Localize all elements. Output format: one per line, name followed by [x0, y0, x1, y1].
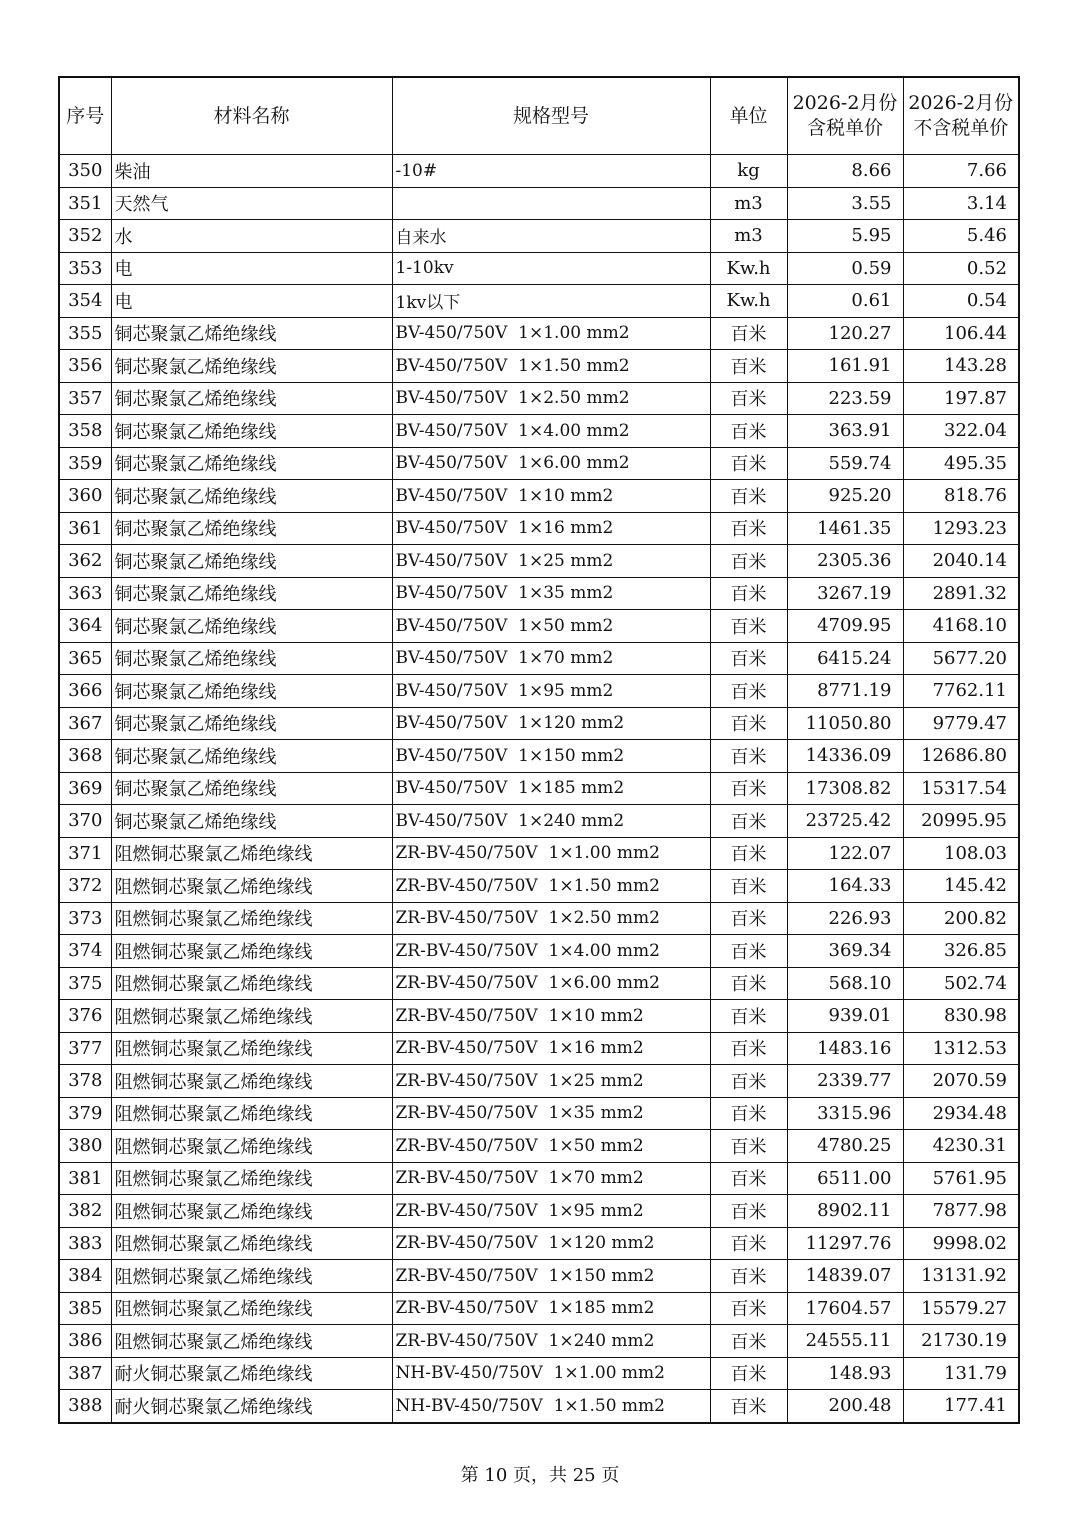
- cell-no: 356: [59, 350, 111, 383]
- table-row: [59, 1292, 1019, 1325]
- cell-spec: ZR-BV-450/750V 1×35 mm2: [392, 1097, 710, 1130]
- cell-material-name: 阻燃铜芯聚氯乙烯绝缘线: [111, 1032, 392, 1065]
- cell-unit: 百米: [710, 740, 787, 773]
- header-price-notax: [903, 77, 1019, 155]
- cell-spec: 自来水: [392, 220, 710, 253]
- cell-unit: 百米: [710, 1130, 787, 1163]
- table-row: [59, 480, 1019, 513]
- cell-no: 352: [59, 220, 111, 253]
- cell-unit: 百米: [710, 1325, 787, 1358]
- cell-price-tax: 925.20: [787, 480, 903, 513]
- cell-material-name: 铜芯聚氯乙烯绝缘线: [111, 512, 392, 545]
- cell-unit: 百米: [710, 512, 787, 545]
- cell-price-notax: 20995.95: [903, 805, 1019, 838]
- table-row: [59, 512, 1019, 545]
- cell-price-tax: 161.91: [787, 350, 903, 383]
- cell-price-tax: 1483.16: [787, 1032, 903, 1065]
- cell-unit: 百米: [710, 1195, 787, 1228]
- cell-unit: 百米: [710, 1097, 787, 1130]
- table-row: [59, 1325, 1019, 1358]
- cell-no: 375: [59, 967, 111, 1000]
- cell-price-notax: 108.03: [903, 837, 1019, 870]
- cell-spec: ZR-BV-450/750V 1×185 mm2: [392, 1292, 710, 1325]
- cell-unit: 百米: [710, 772, 787, 805]
- cell-material-name: 水: [111, 220, 392, 253]
- cell-no: 364: [59, 610, 111, 643]
- cell-material-name: 阻燃铜芯聚氯乙烯绝缘线: [111, 902, 392, 935]
- cell-no: 358: [59, 415, 111, 448]
- cell-no: 354: [59, 285, 111, 318]
- cell-no: 377: [59, 1032, 111, 1065]
- cell-spec: 1kv以下: [392, 285, 710, 318]
- cell-price-tax: 11050.80: [787, 707, 903, 740]
- cell-price-notax: 1312.53: [903, 1032, 1019, 1065]
- cell-material-name: 阻燃铜芯聚氯乙烯绝缘线: [111, 1325, 392, 1358]
- table-row: [59, 285, 1019, 318]
- cell-price-notax: 15317.54: [903, 772, 1019, 805]
- cell-price-tax: 148.93: [787, 1357, 903, 1390]
- cell-no: 374: [59, 935, 111, 968]
- cell-no: 363: [59, 577, 111, 610]
- cell-price-tax: 568.10: [787, 967, 903, 1000]
- cell-price-notax: 12686.80: [903, 740, 1019, 773]
- cell-spec: NH-BV-450/750V 1×1.50 mm2: [392, 1390, 710, 1423]
- table-row: [59, 447, 1019, 480]
- cell-no: 357: [59, 382, 111, 415]
- cell-material-name: 铜芯聚氯乙烯绝缘线: [111, 480, 392, 513]
- cell-no: 351: [59, 187, 111, 220]
- cell-spec: ZR-BV-450/750V 1×2.50 mm2: [392, 902, 710, 935]
- cell-price-notax: 15579.27: [903, 1292, 1019, 1325]
- table-row: [59, 610, 1019, 643]
- cell-spec: ZR-BV-450/750V 1×70 mm2: [392, 1162, 710, 1195]
- cell-unit: 百米: [710, 415, 787, 448]
- cell-material-name: 铜芯聚氯乙烯绝缘线: [111, 317, 392, 350]
- cell-price-notax: 2891.32: [903, 577, 1019, 610]
- cell-price-tax: 8902.11: [787, 1195, 903, 1228]
- cell-price-tax: 200.48: [787, 1390, 903, 1423]
- cell-unit: m3: [710, 187, 787, 220]
- cell-price-tax: 5.95: [787, 220, 903, 253]
- cell-spec: BV-450/750V 1×185 mm2: [392, 772, 710, 805]
- cell-unit: 百米: [710, 545, 787, 578]
- cell-unit: 百米: [710, 1260, 787, 1293]
- cell-price-notax: 145.42: [903, 870, 1019, 903]
- cell-spec: BV-450/750V 1×150 mm2: [392, 740, 710, 773]
- header-price-tax-label: 含税单价: [806, 117, 883, 139]
- cell-material-name: 铜芯聚氯乙烯绝缘线: [111, 350, 392, 383]
- cell-spec: ZR-BV-450/750V 1×25 mm2: [392, 1065, 710, 1098]
- cell-material-name: 阻燃铜芯聚氯乙烯绝缘线: [111, 1227, 392, 1260]
- table-row: [59, 415, 1019, 448]
- header-spec: 规格型号: [392, 77, 710, 155]
- table-row: [59, 350, 1019, 383]
- cell-unit: 百米: [710, 1227, 787, 1260]
- table-row: [59, 1097, 1019, 1130]
- cell-material-name: 铜芯聚氯乙烯绝缘线: [111, 447, 392, 480]
- cell-spec: ZR-BV-450/750V 1×50 mm2: [392, 1130, 710, 1163]
- cell-material-name: 天然气: [111, 187, 392, 220]
- cell-price-notax: 2934.48: [903, 1097, 1019, 1130]
- table-row: [59, 837, 1019, 870]
- cell-no: 376: [59, 1000, 111, 1033]
- cell-price-notax: 5761.95: [903, 1162, 1019, 1195]
- table-row: [59, 870, 1019, 903]
- cell-price-tax: 6511.00: [787, 1162, 903, 1195]
- cell-price-tax: 23725.42: [787, 805, 903, 838]
- cell-unit: 百米: [710, 935, 787, 968]
- cell-price-tax: 8771.19: [787, 675, 903, 708]
- header-price-notax-period: 2026-2月份: [908, 92, 1014, 114]
- price-table: [58, 76, 1020, 1424]
- table-row: [59, 967, 1019, 1000]
- cell-unit: 百米: [710, 675, 787, 708]
- cell-price-tax: 3315.96: [787, 1097, 903, 1130]
- cell-price-notax: 326.85: [903, 935, 1019, 968]
- cell-price-notax: 7877.98: [903, 1195, 1019, 1228]
- table-row: [59, 707, 1019, 740]
- cell-price-tax: 8.66: [787, 155, 903, 188]
- cell-material-name: 电: [111, 285, 392, 318]
- cell-price-tax: 0.61: [787, 285, 903, 318]
- cell-no: 362: [59, 545, 111, 578]
- cell-spec: ZR-BV-450/750V 1×150 mm2: [392, 1260, 710, 1293]
- cell-price-tax: 223.59: [787, 382, 903, 415]
- cell-price-notax: 13131.92: [903, 1260, 1019, 1293]
- header-no: 序号: [59, 77, 111, 155]
- cell-unit: 百米: [710, 577, 787, 610]
- cell-material-name: 铜芯聚氯乙烯绝缘线: [111, 675, 392, 708]
- cell-no: 380: [59, 1130, 111, 1163]
- cell-price-tax: 17604.57: [787, 1292, 903, 1325]
- cell-material-name: 阻燃铜芯聚氯乙烯绝缘线: [111, 1000, 392, 1033]
- cell-price-notax: 502.74: [903, 967, 1019, 1000]
- cell-spec: ZR-BV-450/750V 1×16 mm2: [392, 1032, 710, 1065]
- header-price-tax-period: 2026-2月份: [792, 92, 898, 114]
- cell-unit: 百米: [710, 382, 787, 415]
- cell-spec: BV-450/750V 1×70 mm2: [392, 642, 710, 675]
- cell-no: 360: [59, 480, 111, 513]
- cell-material-name: 铜芯聚氯乙烯绝缘线: [111, 577, 392, 610]
- cell-no: 378: [59, 1065, 111, 1098]
- table-row: [59, 1390, 1019, 1423]
- table-row: [59, 1032, 1019, 1065]
- cell-no: 373: [59, 902, 111, 935]
- cell-price-notax: 7762.11: [903, 675, 1019, 708]
- table-row: [59, 1130, 1019, 1163]
- cell-price-notax: 177.41: [903, 1390, 1019, 1423]
- cell-price-notax: 0.52: [903, 252, 1019, 285]
- cell-material-name: 耐火铜芯聚氯乙烯绝缘线: [111, 1357, 392, 1390]
- cell-material-name: 铜芯聚氯乙烯绝缘线: [111, 415, 392, 448]
- cell-spec: ZR-BV-450/750V 1×240 mm2: [392, 1325, 710, 1358]
- cell-material-name: 阻燃铜芯聚氯乙烯绝缘线: [111, 967, 392, 1000]
- table-body: [59, 155, 1019, 1423]
- cell-unit: 百米: [710, 707, 787, 740]
- cell-price-tax: 226.93: [787, 902, 903, 935]
- cell-price-tax: 122.07: [787, 837, 903, 870]
- cell-material-name: 阻燃铜芯聚氯乙烯绝缘线: [111, 1065, 392, 1098]
- cell-price-notax: 9779.47: [903, 707, 1019, 740]
- cell-spec: BV-450/750V 1×50 mm2: [392, 610, 710, 643]
- cell-price-tax: 2339.77: [787, 1065, 903, 1098]
- cell-price-notax: 106.44: [903, 317, 1019, 350]
- cell-material-name: 阻燃铜芯聚氯乙烯绝缘线: [111, 1162, 392, 1195]
- cell-price-tax: 559.74: [787, 447, 903, 480]
- cell-unit: 百米: [710, 870, 787, 903]
- table-row: [59, 1195, 1019, 1228]
- cell-spec: NH-BV-450/750V 1×1.00 mm2: [392, 1357, 710, 1390]
- cell-unit: kg: [710, 155, 787, 188]
- cell-unit: 百米: [710, 967, 787, 1000]
- cell-spec: BV-450/750V 1×4.00 mm2: [392, 415, 710, 448]
- cell-price-tax: 2305.36: [787, 545, 903, 578]
- cell-no: 387: [59, 1357, 111, 1390]
- cell-price-notax: 2070.59: [903, 1065, 1019, 1098]
- cell-spec: BV-450/750V 1×6.00 mm2: [392, 447, 710, 480]
- cell-spec: ZR-BV-450/750V 1×1.50 mm2: [392, 870, 710, 903]
- cell-no: 367: [59, 707, 111, 740]
- cell-unit: Kw.h: [710, 252, 787, 285]
- table-row: [59, 382, 1019, 415]
- cell-price-notax: 21730.19: [903, 1325, 1019, 1358]
- cell-no: 388: [59, 1390, 111, 1423]
- cell-price-notax: 143.28: [903, 350, 1019, 383]
- cell-no: 355: [59, 317, 111, 350]
- header-price-tax: [787, 77, 903, 155]
- cell-unit: 百米: [710, 1162, 787, 1195]
- cell-material-name: 铜芯聚氯乙烯绝缘线: [111, 707, 392, 740]
- cell-spec: ZR-BV-450/750V 1×6.00 mm2: [392, 967, 710, 1000]
- cell-no: 365: [59, 642, 111, 675]
- cell-material-name: 铜芯聚氯乙烯绝缘线: [111, 382, 392, 415]
- cell-price-notax: 5.46: [903, 220, 1019, 253]
- cell-price-tax: 14839.07: [787, 1260, 903, 1293]
- cell-price-notax: 7.66: [903, 155, 1019, 188]
- cell-price-tax: 369.34: [787, 935, 903, 968]
- cell-unit: 百米: [710, 902, 787, 935]
- cell-spec: 1-10kv: [392, 252, 710, 285]
- cell-material-name: 阻燃铜芯聚氯乙烯绝缘线: [111, 1097, 392, 1130]
- cell-spec: ZR-BV-450/750V 1×1.00 mm2: [392, 837, 710, 870]
- cell-price-tax: 939.01: [787, 1000, 903, 1033]
- header-unit: 单位: [710, 77, 787, 155]
- cell-unit: 百米: [710, 1357, 787, 1390]
- table-row: [59, 577, 1019, 610]
- cell-price-notax: 1293.23: [903, 512, 1019, 545]
- cell-price-tax: 14336.09: [787, 740, 903, 773]
- table-row: [59, 187, 1019, 220]
- cell-price-tax: 4709.95: [787, 610, 903, 643]
- cell-unit: 百米: [710, 1032, 787, 1065]
- table-row: [59, 642, 1019, 675]
- cell-price-notax: 2040.14: [903, 545, 1019, 578]
- cell-no: 368: [59, 740, 111, 773]
- cell-price-notax: 9998.02: [903, 1227, 1019, 1260]
- cell-price-notax: 830.98: [903, 1000, 1019, 1033]
- cell-price-tax: 0.59: [787, 252, 903, 285]
- cell-spec: -10#: [392, 155, 710, 188]
- cell-spec: ZR-BV-450/750V 1×95 mm2: [392, 1195, 710, 1228]
- cell-no: 370: [59, 805, 111, 838]
- table-row: [59, 317, 1019, 350]
- cell-price-notax: 322.04: [903, 415, 1019, 448]
- cell-spec: ZR-BV-450/750V 1×4.00 mm2: [392, 935, 710, 968]
- cell-no: 359: [59, 447, 111, 480]
- cell-material-name: 阻燃铜芯聚氯乙烯绝缘线: [111, 837, 392, 870]
- cell-no: 353: [59, 252, 111, 285]
- cell-unit: 百米: [710, 480, 787, 513]
- cell-material-name: 铜芯聚氯乙烯绝缘线: [111, 805, 392, 838]
- cell-material-name: 铜芯聚氯乙烯绝缘线: [111, 740, 392, 773]
- table-row: [59, 1065, 1019, 1098]
- cell-price-tax: 6415.24: [787, 642, 903, 675]
- header-name: 材料名称: [111, 77, 392, 155]
- page-number: 第 10 页，共 25 页: [460, 1465, 620, 1486]
- cell-unit: 百米: [710, 1292, 787, 1325]
- cell-spec: BV-450/750V 1×2.50 mm2: [392, 382, 710, 415]
- cell-price-notax: 5677.20: [903, 642, 1019, 675]
- cell-unit: 百米: [710, 610, 787, 643]
- cell-price-notax: 131.79: [903, 1357, 1019, 1390]
- header-row: [59, 77, 1019, 155]
- cell-price-tax: 363.91: [787, 415, 903, 448]
- cell-unit: 百米: [710, 837, 787, 870]
- cell-price-notax: 200.82: [903, 902, 1019, 935]
- cell-no: 371: [59, 837, 111, 870]
- cell-unit: 百米: [710, 642, 787, 675]
- cell-price-tax: 24555.11: [787, 1325, 903, 1358]
- cell-price-notax: 3.14: [903, 187, 1019, 220]
- cell-price-tax: 17308.82: [787, 772, 903, 805]
- cell-unit: 百米: [710, 447, 787, 480]
- cell-material-name: 阻燃铜芯聚氯乙烯绝缘线: [111, 935, 392, 968]
- cell-no: 366: [59, 675, 111, 708]
- table-row: [59, 772, 1019, 805]
- cell-unit: 百米: [710, 805, 787, 838]
- cell-unit: 百米: [710, 317, 787, 350]
- cell-spec: ZR-BV-450/750V 1×10 mm2: [392, 1000, 710, 1033]
- cell-no: 379: [59, 1097, 111, 1130]
- cell-spec: ZR-BV-450/750V 1×120 mm2: [392, 1227, 710, 1260]
- cell-unit: m3: [710, 220, 787, 253]
- cell-no: 385: [59, 1292, 111, 1325]
- cell-no: 383: [59, 1227, 111, 1260]
- cell-price-notax: 197.87: [903, 382, 1019, 415]
- cell-unit: 百米: [710, 1065, 787, 1098]
- table-row: [59, 1000, 1019, 1033]
- header-price-notax-label: 不含税单价: [913, 117, 1009, 139]
- cell-material-name: 阻燃铜芯聚氯乙烯绝缘线: [111, 1130, 392, 1163]
- table-row: [59, 1260, 1019, 1293]
- cell-spec: BV-450/750V 1×1.50 mm2: [392, 350, 710, 383]
- cell-material-name: 电: [111, 252, 392, 285]
- cell-spec: BV-450/750V 1×1.00 mm2: [392, 317, 710, 350]
- table-row: [59, 1357, 1019, 1390]
- table-row: [59, 805, 1019, 838]
- cell-material-name: 铜芯聚氯乙烯绝缘线: [111, 642, 392, 675]
- cell-price-notax: 818.76: [903, 480, 1019, 513]
- cell-price-tax: 3.55: [787, 187, 903, 220]
- cell-price-tax: 11297.76: [787, 1227, 903, 1260]
- cell-no: 361: [59, 512, 111, 545]
- cell-price-tax: 1461.35: [787, 512, 903, 545]
- cell-spec: BV-450/750V 1×25 mm2: [392, 545, 710, 578]
- cell-price-tax: 3267.19: [787, 577, 903, 610]
- cell-price-tax: 120.27: [787, 317, 903, 350]
- cell-spec: [392, 187, 710, 220]
- cell-spec: BV-450/750V 1×95 mm2: [392, 675, 710, 708]
- table-row: [59, 545, 1019, 578]
- cell-material-name: 柴油: [111, 155, 392, 188]
- table-row: [59, 740, 1019, 773]
- cell-material-name: 阻燃铜芯聚氯乙烯绝缘线: [111, 1195, 392, 1228]
- table-row: [59, 1162, 1019, 1195]
- table-row: [59, 252, 1019, 285]
- cell-price-notax: 495.35: [903, 447, 1019, 480]
- cell-spec: BV-450/750V 1×35 mm2: [392, 577, 710, 610]
- cell-material-name: 阻燃铜芯聚氯乙烯绝缘线: [111, 870, 392, 903]
- cell-material-name: 耐火铜芯聚氯乙烯绝缘线: [111, 1390, 392, 1423]
- cell-no: 381: [59, 1162, 111, 1195]
- cell-unit: 百米: [710, 350, 787, 383]
- cell-unit: 百米: [710, 1000, 787, 1033]
- cell-price-tax: 164.33: [787, 870, 903, 903]
- cell-price-notax: 0.54: [903, 285, 1019, 318]
- cell-no: 372: [59, 870, 111, 903]
- cell-price-notax: 4230.31: [903, 1130, 1019, 1163]
- cell-material-name: 阻燃铜芯聚氯乙烯绝缘线: [111, 1292, 392, 1325]
- table-row: [59, 155, 1019, 188]
- cell-spec: BV-450/750V 1×16 mm2: [392, 512, 710, 545]
- cell-no: 386: [59, 1325, 111, 1358]
- cell-material-name: 铜芯聚氯乙烯绝缘线: [111, 610, 392, 643]
- cell-unit: Kw.h: [710, 285, 787, 318]
- cell-material-name: 阻燃铜芯聚氯乙烯绝缘线: [111, 1260, 392, 1293]
- cell-material-name: 铜芯聚氯乙烯绝缘线: [111, 772, 392, 805]
- cell-unit: 百米: [710, 1390, 787, 1423]
- table-row: [59, 1227, 1019, 1260]
- table-row: [59, 902, 1019, 935]
- table-row: [59, 675, 1019, 708]
- cell-price-notax: 4168.10: [903, 610, 1019, 643]
- cell-price-tax: 4780.25: [787, 1130, 903, 1163]
- cell-no: 384: [59, 1260, 111, 1293]
- table-row: [59, 935, 1019, 968]
- cell-no: 382: [59, 1195, 111, 1228]
- cell-spec: BV-450/750V 1×240 mm2: [392, 805, 710, 838]
- table-row: [59, 220, 1019, 253]
- cell-no: 369: [59, 772, 111, 805]
- cell-no: 350: [59, 155, 111, 188]
- cell-spec: BV-450/750V 1×10 mm2: [392, 480, 710, 513]
- cell-spec: BV-450/750V 1×120 mm2: [392, 707, 710, 740]
- cell-material-name: 铜芯聚氯乙烯绝缘线: [111, 545, 392, 578]
